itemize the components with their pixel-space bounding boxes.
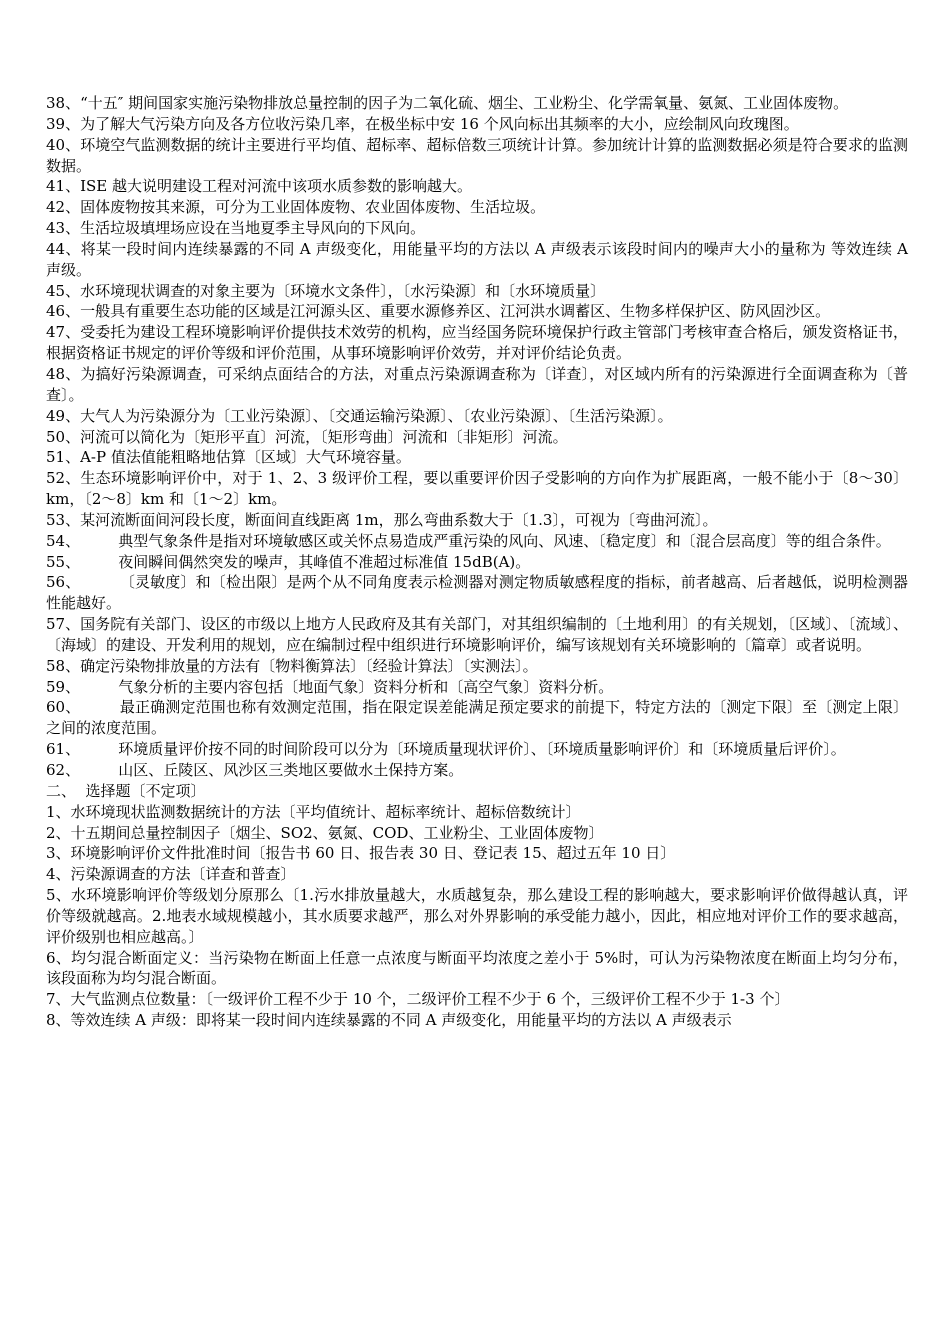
choice-item-5: 5、水环境影响评价等级划分原那么〔1.污水排放量越大，水质越复杂，那么建设工程的影响越大，要求影响评价做得越认真，评价等级就越高。2.地表水域规模越小，其水质要求越严，那么对外界影响的承受能力越小，因此，相应地对评价工作的要求越高，评价级别也相应越高。〕 [46,886,908,946]
choice-item-3: 3、环境影响评价文件批准时间〔报告书 60 日、报告表 30 日、登记表 15、超过五年 10 日〕 [46,844,676,863]
paragraph-50: 50、河流可以简化为〔矩形平直〕河流，〔矩形弯曲〕河流和〔非矩形〕河流。 [46,427,568,446]
paragraph-61: 61、 环境质量评价按不同的时间阶段可以分为〔环境质量现状评价〕、〔环境质量影响评价〕和〔环境质量后评价〕。 [46,740,846,759]
paragraph-39: 39、为了解大气污染方向及各方位收污染几率，在极坐标中安 16 个风向标出其频率的大小，应绘制风向玫瑰图。 [46,114,799,133]
paragraph-40: 40、环境空气监测数据的统计主要进行平均值、超标率、超标倍数三项统计计算。参加统计计算的监测数据必须是符合要求的监测数据。 [46,135,908,175]
choice-item-6: 6、均匀混合断面定义：当污染物在断面上任意一点浓度与断面平均浓度之差小于 5%时，可认为污染物浓度在断面上均匀分布，该段面称为均匀混合断面。 [46,948,908,988]
paragraph-45: 45、水环境现状调查的对象主要为〔环境水文条件〕，〔水污染源〕和〔水环境质量〕 [46,281,606,300]
paragraph-59: 59、 气象分析的主要内容包括〔地面气象〕资料分析和〔高空气象〕资料分析。 [46,677,614,696]
paragraph-52: 52、生态环境影响评价中，对于 1、2、3 级评价工程，要以重要评价因子受影响的方向作为扩展距离，一般不能小于〔8～30〕km，〔2～8〕km 和〔1～2〕km。 [46,469,908,509]
paragraph-42: 42、固体废物按其来源，可分为工业固体废物、农业固体废物、生活垃圾。 [46,198,546,217]
paragraph-48: 48、为搞好污染源调查，可采纳点面结合的方法，对重点污染源调查称为〔详查〕，对区域内所有的污染源进行全面调查称为〔普查〕。 [46,364,908,404]
paragraph-62: 62、 山区、丘陵区、风沙区三类地区要做水土保持方案。 [46,761,464,779]
paragraph-58: 58、确定污染物排放量的方法有〔物料衡算法〕〔经验计算法〕〔实测法〕。 [46,656,538,675]
paragraph-41: 41、ISE 越大说明建设工程对河流中该项水质参数的影响越大。 [46,177,473,196]
paragraph-51: 51、A-P 值法值能粗略地估算〔区域〕大气环境容量。 [46,448,411,467]
paragraph-54: 54、 典型气象条件是指对环境敏感区或关怀点易造成严重污染的风向、风速、〔稳定度〕和〔混合层高度〕等的组合条件。 [46,531,891,550]
paragraph-57: 57、国务院有关部门、设区的市级以上地方人民政府及其有关部门，对其组织编制的〔土地利用〕的有关规划，〔区域〕、〔流域〕、〔海域〕的建设、开发利用的规划，应在编制过程中组织进行环境影响评价，编写该规划有关环境影响的〔篇章〕或者说明。 [46,615,908,654]
paragraph-53: 53、某河流断面间河段长度，断面间直线距离 1m，那么弯曲系数大于〔1.3〕，可视为〔弯曲河流〕。 [46,510,718,529]
paragraph-49: 49、大气人为污染源分为〔工业污染源〕、〔交通运输污染源〕、〔农业污染源〕、〔生活污染源〕。 [46,406,673,425]
paragraph-60: 60、 最正确测定范围也称有效测定范围，指在限定误差能满足预定要求的前提下，特定方法的〔测定下限〕至〔测定上限〕之间的浓度范围。 [46,698,908,738]
choice-item-7: 7、大气监测点位数量：〔一级评价工程不少于 10 个，二级评价工程不少于 6 个，三级评价工程不少于 1-3 个〕 [46,990,790,1009]
document-page [46,93,913,1031]
paragraph-56: 56、 〔灵敏度〕和〔检出限〕是两个从不同角度表示检测器对测定物质敏感程度的指标，前者越高、后者越低，说明检测器性能越好。 [46,573,908,613]
paragraph-55: 55、 夜间瞬间偶然突发的噪声，其峰值不准超过标准值 15dB(A)。 [46,552,531,571]
paragraph-47: 47、受委托为建设工程环境影响评价提供技术效劳的机构，应当经国务院环境保护行政主管部门考核审查合格后，颁发资格证书，根据资格证书规定的评价等级和评价范围，从事环境影响评价效劳，并对评价结论负责。 [46,323,908,363]
choice-item-4: 4、污染源调查的方法〔详查和普查〕 [46,865,296,884]
paragraph-44: 44、将某一段时间内连续暴露的不同 A 声级变化，用能量平均的方法以 A 声级表示该段时间内的噪声大小的量称为 等效连续 A 声级。 [46,239,913,279]
choice-item-1: 1、水环境现状监测数据统计的方法〔平均值统计、超标率统计、超标倍数统计〕 [46,802,581,821]
choice-item-2: 2、十五期间总量控制因子〔烟尘、SO2、氨氮、COD、工业粉尘、工业固体废物〕 [46,823,604,842]
paragraph-43: 43、生活垃圾填埋场应设在当地夏季主导风向的下风向。 [46,219,426,238]
paragraph-38: 38、“十五″ 期间国家实施污染物排放总量控制的因子为二氧化硫、烟尘、工业粉尘、化学需氧量、氨氮、工业固体废物。 [46,94,849,112]
section-heading: 二、 选择题〔不定项〕 [46,781,206,800]
choice-item-8: 8、等效连续 A 声级：即将某一段时间内连续暴露的不同 A 声级变化，用能量平均的方法以 A 声级表示 [46,1011,732,1030]
paragraph-46: 46、一般具有重要生态功能的区域是江河源头区、重要水源修养区、江河洪水调蓄区、生物多样保护区、防风固沙区。 [46,302,831,321]
